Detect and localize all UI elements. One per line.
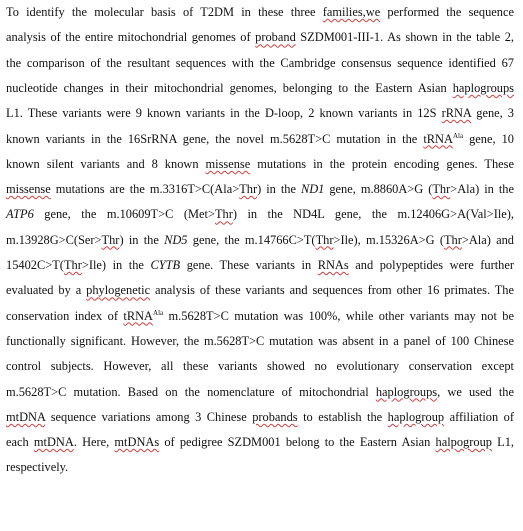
text-segment: conservation index of [6, 308, 124, 323]
text-segment: , we used the [437, 384, 514, 399]
italic-gene-name: ATP6 [6, 207, 34, 222]
text-segment: known variants in the 16SrRNA gene, the novel m.5628T>C mutation in the [6, 131, 424, 146]
text-line [6, 305, 514, 327]
text-segment: ) in the ND4L gene, the m.12406G>A(Val>Ile), [232, 207, 514, 222]
text-line [6, 381, 514, 403]
spellcheck-word: Thr [214, 207, 233, 222]
text-segment: SZDM001-III-1. As shown in the table 2, [295, 30, 514, 45]
text-segment: m.5628T>C mutation was 100%, while other variants may not be [163, 308, 514, 323]
spellcheck-word: Thr [315, 232, 334, 247]
text-line [6, 77, 514, 99]
text-segment: functionally significant. However, the m.5628T>C mutation was absent in a panel of 100 Chinese [6, 333, 514, 348]
spellcheck-word: Thr [443, 232, 462, 247]
text-segment: >Ala) and [461, 232, 515, 247]
text-segment: mutations in the protein encoding genes. These [250, 156, 514, 171]
text-segment: L1. These variants were 9 known variants in the D-loop, 2 known variants in 12S [6, 106, 442, 121]
text-segment: gene, m.8860A>G ( [324, 182, 433, 197]
text-line [6, 456, 514, 478]
spellcheck-word: mtDNA [33, 435, 74, 450]
text-segment: m.5628T>C mutation. Based on the nomenclature of mitochondrial [6, 384, 376, 399]
text-segment: control subjects. However, all these variants showed no evolutionary conservation except [6, 359, 514, 374]
text-line [6, 229, 514, 251]
text-segment: gene, 10 [463, 131, 514, 146]
text-segment: and polypeptides were further [348, 258, 514, 272]
text-segment: performed the sequence [380, 5, 514, 19]
spellcheck-word: haplogroups [452, 80, 514, 95]
text-segment: To identify the molecular basis of T2DM in these three [6, 5, 323, 19]
spellcheck-word: families,we [322, 5, 381, 19]
text-segment: nucleotide changes in their mitochondrial genomes, belonging to the Eastern Asian [6, 80, 453, 95]
text-line [6, 178, 514, 200]
text-segment: ) in the [257, 182, 301, 197]
text-segment: gene, the m.10609T>C (Met> [33, 207, 215, 222]
text-segment: known silent variants and 8 known [6, 156, 206, 171]
text-line [6, 153, 514, 175]
text-segment: gene, the m.14766C>T( [187, 232, 316, 247]
text-segment: . Here, [73, 435, 115, 450]
spellcheck-word: proband [255, 30, 296, 45]
spellcheck-word: mtDNAs [114, 435, 160, 450]
text-segment: evaluated by a [6, 283, 87, 298]
text-line [6, 203, 514, 225]
text-segment: to establish the [297, 409, 388, 424]
text-line [6, 1, 514, 23]
text-segment: affiliation of [444, 409, 514, 424]
spellcheck-word: tRNA [123, 308, 154, 323]
text-segment: 15402C>T( [6, 258, 64, 272]
spellcheck-word: halpogroup [435, 435, 492, 450]
spellcheck-word: haplogroups [375, 384, 438, 399]
spellcheck-word: RNAs [317, 258, 349, 272]
text-segment: of pedigree SZDM001 belong to the Eastern Asian [159, 435, 436, 450]
superscript: Ala [153, 308, 164, 317]
superscript: Ala [452, 131, 464, 140]
text-line [6, 355, 514, 377]
italic-gene-name: ND5 [164, 232, 188, 247]
text-line [6, 26, 514, 48]
spellcheck-word: missense [205, 156, 251, 171]
text-segment: analysis of the entire mitochondrial genomes of [6, 30, 256, 45]
text-segment: L1, [491, 435, 514, 450]
spellcheck-word: phylogenetic [86, 283, 151, 298]
spellcheck-word: mtDNA [6, 409, 46, 424]
text-segment: gene, 3 [471, 106, 514, 121]
text-line [6, 254, 514, 276]
text-line [6, 52, 514, 74]
text-segment: >Ala) in the [450, 182, 515, 197]
spellcheck-word: Thr [239, 182, 258, 197]
text-segment: >Ile), m.15326A>G ( [333, 232, 444, 247]
text-segment: ) in the [119, 232, 165, 247]
spellcheck-word: tRNA [423, 131, 453, 146]
text-segment: m.13928G>C(Ser> [6, 232, 102, 247]
text-line [6, 406, 514, 428]
text-segment: respectively. [6, 460, 69, 475]
text-line [6, 279, 514, 301]
text-segment: the comparison of the resultant sequences with the Cambridge consensus sequence identified 67 [6, 55, 514, 70]
text-line [6, 431, 514, 453]
text-line [6, 128, 514, 150]
spellcheck-word: probands [252, 409, 298, 424]
text-line [6, 102, 514, 124]
text-segment: gene. These variants in [180, 258, 318, 272]
italic-gene-name: ND1 [300, 182, 325, 197]
spellcheck-word: Thr [63, 258, 82, 272]
spellcheck-word: Thr [432, 182, 451, 197]
text-segment: each [6, 435, 34, 450]
text-segment: >Ile) in the [81, 258, 151, 272]
text-line [6, 330, 514, 352]
spellcheck-word: missense [6, 182, 51, 197]
italic-gene-name: CYTB [150, 258, 181, 272]
text-segment: sequence variations among 3 Chinese [45, 409, 253, 424]
text-segment: mutations are the m.3316T>C(Ala> [50, 182, 240, 197]
spellcheck-word: rRNA [441, 106, 472, 121]
spellcheck-word: Thr [101, 232, 120, 247]
spellcheck-word: haplogroup [387, 409, 445, 424]
text-segment: analysis of these variants and sequences from other 16 primates. The [150, 283, 515, 298]
